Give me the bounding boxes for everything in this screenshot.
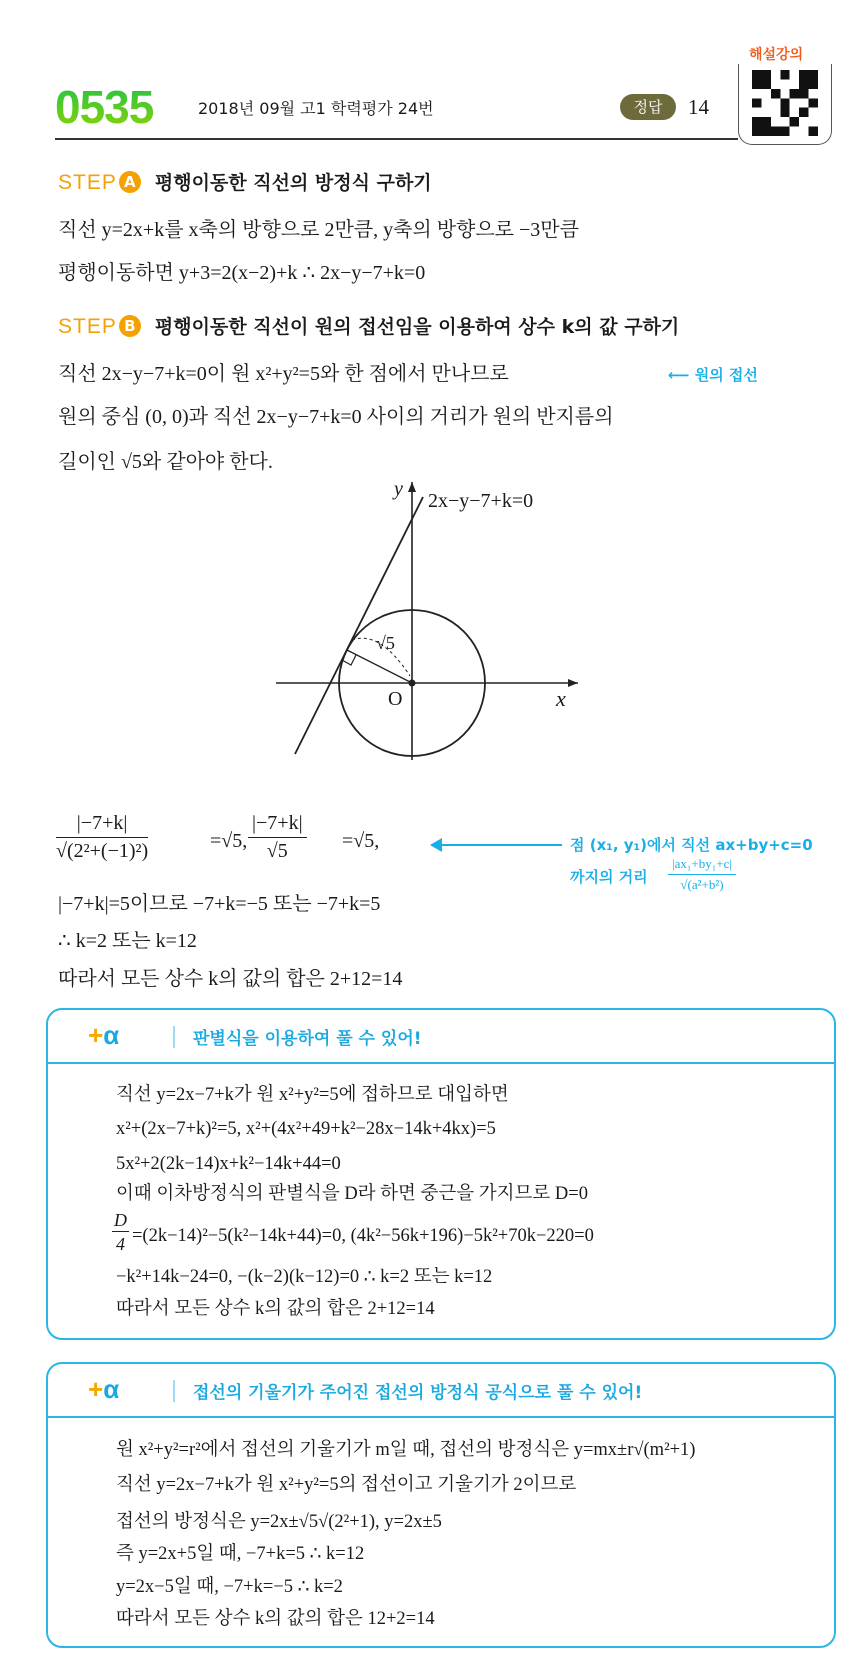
text-line: −k²+14k−24=0, −(k−2)(k−12)=0 ∴ k=2 또는 k=12 bbox=[116, 1267, 493, 1287]
text-line: 접선의 방정식은 y=2x±√5√(2²+1), y=2x±5 bbox=[116, 1512, 442, 1532]
text-line: 따라서 모든 상수 k의 값의 합은 2+12=14 bbox=[58, 968, 403, 990]
step-letter-badge: A bbox=[119, 171, 141, 193]
text-line: y=2x−5일 때, −7+k=−5 ∴ k=2 bbox=[116, 1577, 343, 1597]
problem-number: 0535 bbox=[55, 81, 154, 133]
text-line: ∴ k=2 또는 k=12 bbox=[58, 930, 197, 952]
step-label: STEP bbox=[58, 171, 117, 194]
header-separator bbox=[173, 1026, 175, 1048]
distance-note-line2: 까지의 거리 bbox=[570, 868, 648, 886]
tip-box-discriminant bbox=[46, 1008, 836, 1340]
text-line: 따라서 모든 상수 k의 값의 합은 2+12=14 bbox=[116, 1299, 435, 1319]
tip-box-header bbox=[48, 1364, 834, 1418]
text-line: =(2k−14)²−5(k²−14k+44)=0, (4k²−56k+196)−5k²+70k−220=0 bbox=[132, 1226, 594, 1246]
equals-root5: =√5, bbox=[210, 830, 248, 852]
y-axis-label: y bbox=[394, 478, 403, 500]
y-axis-arrow-icon bbox=[408, 482, 416, 492]
qr-label: 해설강의 bbox=[749, 47, 804, 63]
distance-note-fraction: $\frac{\text{|ax₁+by₁+c|}}{\text{√(a²+b²)}}$ bbox=[668, 856, 736, 893]
text-line: 직선 y=2x−7+k가 원 x²+y²=5에 접하므로 대입하면 bbox=[116, 1085, 509, 1105]
text-line: 이때 이차방정식의 판별식을 D라 하면 중근을 가지므로 D=0 bbox=[116, 1184, 588, 1204]
distance-fraction-2: $\frac{|-7+k|}{√5}$ bbox=[248, 812, 307, 863]
tip-box-title: 접선의 기울기가 주어진 접선의 방정식 공식으로 풀 수 있어! bbox=[193, 1383, 643, 1403]
text-line: x²+(2x−7+k)²=5, x²+(4x²+49+k²−28x−14k+4kx)=5 bbox=[116, 1119, 496, 1139]
plus-alpha-icon: +α bbox=[88, 1374, 120, 1404]
x-axis-arrow-icon bbox=[568, 679, 578, 687]
x-axis-label: x bbox=[556, 686, 566, 711]
text-line: 따라서 모든 상수 k의 값의 합은 12+2=14 bbox=[116, 1609, 435, 1629]
text-line: 직선 y=2x+k를 x축의 방향으로 2만큼, y축의 방향으로 −3만큼 bbox=[58, 219, 579, 241]
radius-segment bbox=[347, 650, 412, 683]
answer-badge: 정답 bbox=[620, 94, 676, 120]
tip-box-header bbox=[48, 1010, 834, 1064]
step-letter-badge: B bbox=[119, 315, 141, 337]
text-line: 직선 2x−y−7+k=0이 원 x²+y²=5와 한 점에서 만나므로 bbox=[58, 363, 509, 385]
origin-point bbox=[409, 680, 416, 687]
radius-label: √5 bbox=[376, 633, 395, 653]
text-line: 즉 y=2x+5일 때, −7+k=5 ∴ k=12 bbox=[116, 1544, 365, 1564]
text-line: 원 x²+y²=r²에서 접선의 기울기가 m일 때, 접선의 방정식은 y=mx±r√(m²+1) bbox=[116, 1440, 696, 1460]
tip-box-title: 판별식을 이용하여 풀 수 있어! bbox=[193, 1029, 422, 1049]
plus-alpha-icon: +α bbox=[88, 1020, 120, 1050]
step-title: 평행이동한 직선이 원의 접선임을 이용하여 상수 k의 값 구하기 bbox=[154, 316, 680, 338]
distance-fraction-1: $\frac{|-7+k|}{\text{√(2²+(−1)²)}}$ bbox=[56, 812, 149, 862]
header-separator bbox=[173, 1380, 175, 1402]
arrow-left-icon: ⟵ bbox=[668, 366, 695, 384]
answer-value: 14 bbox=[688, 95, 709, 119]
text-line: |−7+k|=5이므로 −7+k=−5 또는 −7+k=5 bbox=[58, 893, 381, 915]
d-over-4-fraction: $\frac{D}{4}$ bbox=[114, 1210, 127, 1254]
text-line: 원의 중심 (0, 0)과 직선 2x−y−7+k=0 사이의 거리가 원의 반지름의 bbox=[58, 406, 614, 428]
tip-box-tangent-formula bbox=[46, 1362, 836, 1648]
text-line: 직선 y=2x−7+k가 원 x²+y²=5의 접선이고 기울기가 2이므로 bbox=[116, 1475, 577, 1495]
text-line: 5x²+2(2k−14)x+k²−14k+44=0 bbox=[116, 1154, 341, 1174]
text-line: 평행이동하면 y+3=2(x−2)+k ∴ 2x−y−7+k=0 bbox=[58, 262, 426, 284]
circle-tangent-diagram bbox=[0, 0, 858, 800]
note-text: 원의 접선 bbox=[694, 366, 758, 384]
equals-root5: =√5, bbox=[342, 830, 380, 852]
step-label: STEP bbox=[58, 315, 117, 338]
arrow-left-icon bbox=[432, 844, 562, 846]
origin-label: O bbox=[388, 688, 403, 710]
text-line: 길이인 √5와 같아야 한다. bbox=[58, 451, 273, 473]
tangent-line bbox=[295, 497, 423, 754]
problem-source: 2018년 09월 고1 학력평가 24번 bbox=[198, 99, 434, 118]
step-title: 평행이동한 직선의 방정식 구하기 bbox=[154, 172, 432, 194]
arrow-head-icon bbox=[430, 838, 442, 852]
distance-note-line1: 점 (x₁, y₁)에서 직선 ax+by+c=0 bbox=[570, 836, 813, 854]
line-label: 2x−y−7+k=0 bbox=[428, 490, 534, 512]
